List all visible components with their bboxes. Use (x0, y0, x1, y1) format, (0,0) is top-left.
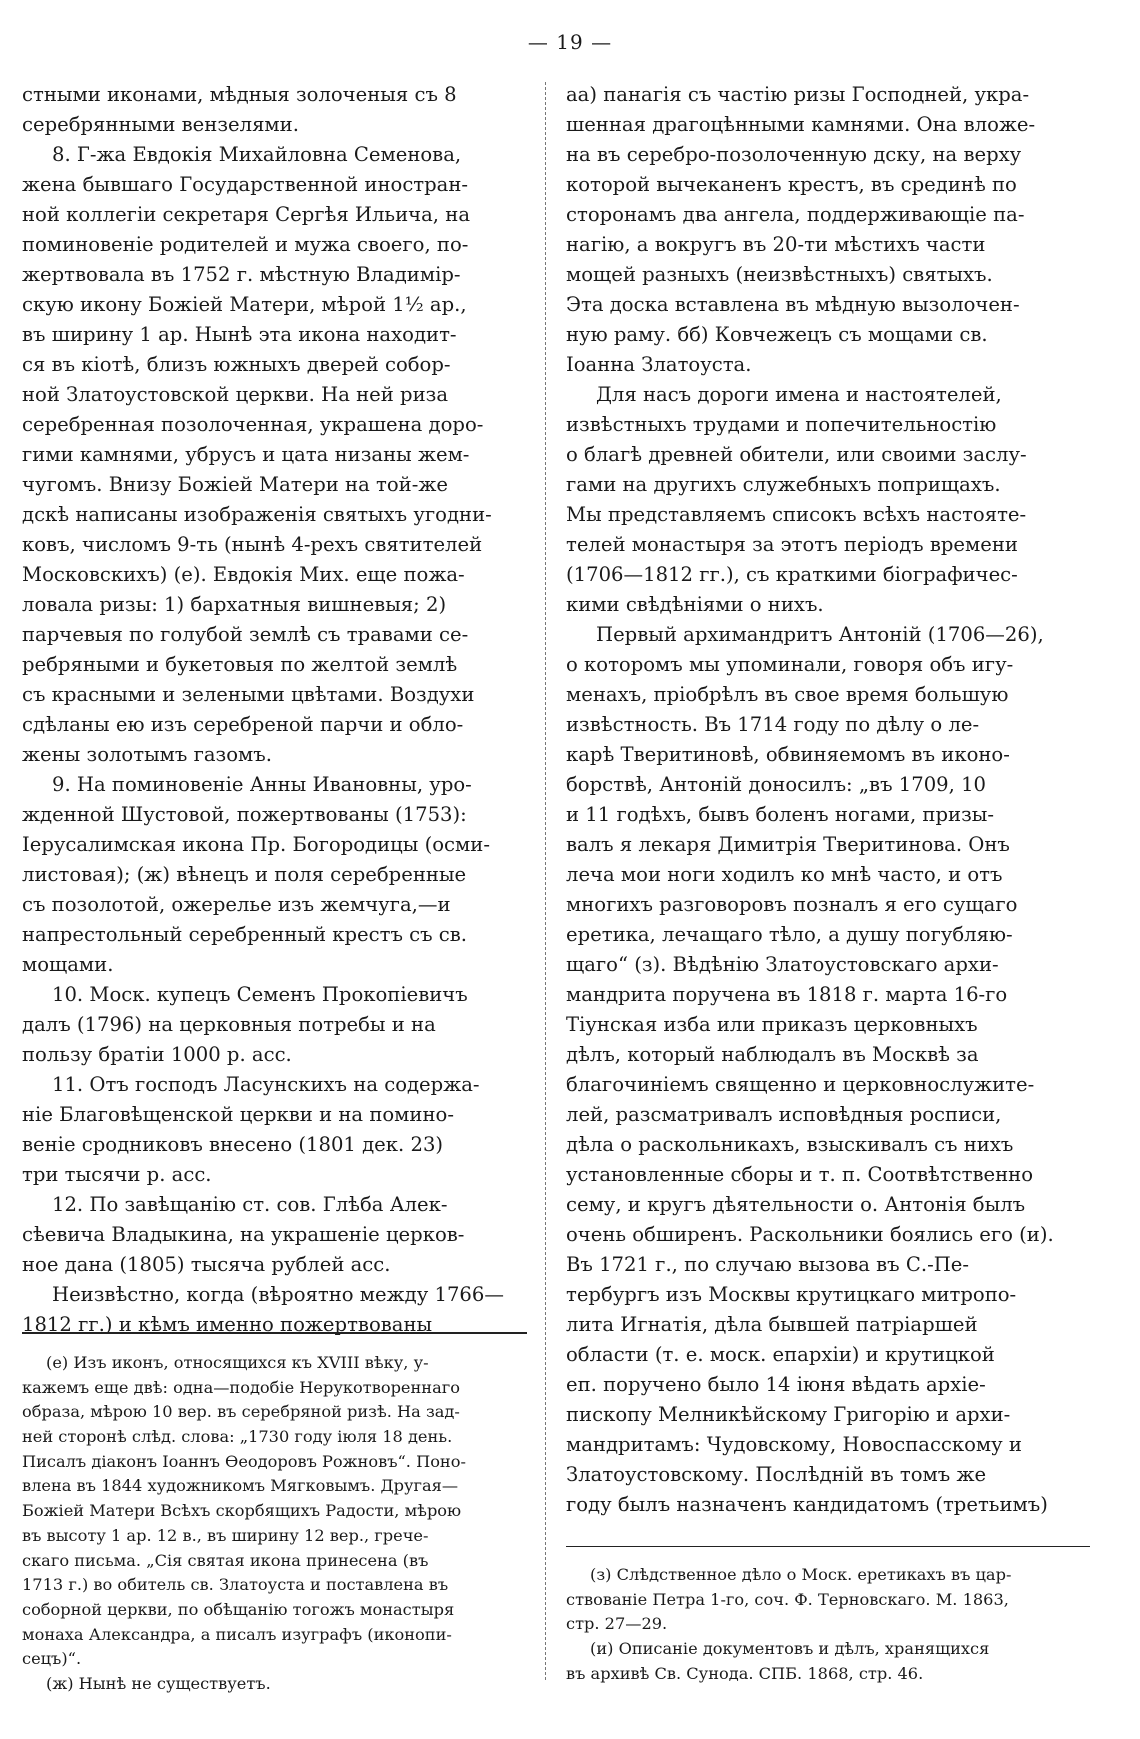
text-line: и 11 годѣхъ, бывъ боленъ ногами, призы- (566, 803, 994, 826)
footnote-line: (е) Изъ иконъ, относящихся къ XVIII вѣку, у- (46, 1353, 429, 1372)
text-line: пископу Мелникѣйскому Григорію и архи- (566, 1403, 1011, 1426)
text-line: о благѣ древней обители, или своими заслу- (566, 443, 1027, 466)
text-line: области (т. е. моск. епархіи) и крутицкой (566, 1343, 995, 1366)
footnote-line: въ архивѣ Св. Сунода. СПБ. 1868, стр. 46. (566, 1663, 924, 1683)
footnote-line: Божіей Матери Всѣхъ скорбящихъ Радости, мѣрою (22, 1501, 462, 1521)
footnote-line: скаго письма. „Сія святая икона принесена (въ (22, 1550, 429, 1570)
text-line: дѣла о раскольникахъ, взыскивалъ съ нихъ (566, 1133, 1014, 1156)
footnote-line: стр. 27—29. (566, 1614, 668, 1634)
text-line: 8. Г-жа Евдокія Михайловна Семенова, (52, 143, 462, 166)
text-line: благочиніемъ священно и церковнослужите- (566, 1073, 1035, 1096)
page-number: — 19 — (527, 30, 613, 54)
text-line: жена бывшаго Государственной иностран- (22, 173, 469, 196)
text-line: извѣстность. Въ 1714 году по дѣлу о ле- (566, 713, 980, 736)
text-line: ловала ризы: 1) бархатныя вишневыя; 2) (22, 593, 447, 616)
text-line: (1706—1812 гг.), съ краткими біографичес- (566, 563, 1018, 586)
text-line: на въ серебро-позолоченную дску, на верху (566, 143, 1022, 166)
text-line: дѣлъ, который наблюдалъ въ Москвѣ за (566, 1043, 979, 1066)
text-line: о которомъ мы упоминали, говоря объ игу- (566, 653, 1014, 676)
footnote-line: кажемъ еще двѣ: одна—подобіе Нерукотвореннаго (22, 1377, 460, 1397)
footnote-line: влена въ 1844 художникомъ Мягковымъ. Другая— (22, 1476, 459, 1496)
text-line: 12. По завѣщанію ст. сов. Глѣба Алек- (52, 1193, 448, 1216)
footnote-line: 1713 г.) во обитель св. Златоуста и поставлена въ (22, 1575, 449, 1595)
text-line: ковъ, числомъ 9-ть (нынѣ 4-рехъ святителей (22, 533, 483, 556)
text-line: еп. поручено было 14 іюня вѣдать архіе- (566, 1373, 986, 1396)
text-line: жертвовала въ 1752 г. мѣстную Владимір- (22, 263, 461, 286)
right-column (566, 80, 1090, 1520)
text-line: менахъ, пріобрѣлъ въ свое время большую (566, 683, 1009, 706)
text-line: нагію, а вокругъ въ 20-ти мѣстихъ части (566, 233, 986, 256)
text-line: телей монастыря за этотъ періодъ времени (566, 533, 1018, 556)
footnote-separator-right (566, 1546, 1090, 1547)
text-line: лей, разсматривалъ исповѣдныя росписи, (566, 1103, 1002, 1126)
text-line: серебрянными вензелями. (22, 113, 299, 136)
text-line: мандрита поручена въ 1818 г. марта 16-го (566, 983, 1008, 1006)
left-footnotes (22, 1351, 527, 1697)
footnote-line: (ж) Нынѣ не существуетъ. (46, 1673, 271, 1693)
footnote-line: (з) Слѣдственное дѣло о Моск. еретикахъ въ цар- (590, 1565, 1012, 1584)
text-line: ной коллегіи секретаря Сергѣя Ильича, на (22, 203, 470, 226)
text-line: валъ я лекаря Димитрія Тверитинова. Онъ (566, 833, 1010, 856)
right-footnotes (566, 1563, 1090, 1686)
text-line: 1812 гг.) и кѣмъ именно пожертвованы (22, 1313, 433, 1336)
text-line: пользу братіи 1000 р. асс. (22, 1043, 292, 1066)
text-line: мощами. (22, 953, 114, 976)
text-line: Мы представляемъ списокъ всѣхъ настояте- (566, 503, 1027, 526)
text-line: Іоанна Златоуста. (566, 353, 752, 376)
text-line: лита Игнатія, дѣла бывшей патріаршей (566, 1313, 978, 1336)
text-line: сему, и кругъ дѣятельности о. Антонія былъ (566, 1193, 1026, 1216)
text-line: борствѣ, Антоній доносилъ: „въ 1709, 10 (566, 773, 987, 796)
text-line: Златоустовскому. Послѣдній въ томъ же (566, 1463, 987, 1486)
text-line: ной Златоустовской церкви. На ней риза (22, 383, 449, 406)
text-line: извѣстныхъ трудами и попечительностію (566, 413, 997, 436)
text-line: ное дана (1805) тысяча рублей асс. (22, 1253, 391, 1276)
text-line: скую икону Божіей Матери, мѣрой 1½ ар., (22, 293, 467, 316)
text-line: жденной Шустовой, пожертвованы (1753): (22, 803, 467, 826)
text-line: стными иконами, мѣдныя золоченыя съ 8 (22, 83, 457, 106)
text-line: парчевыя по голубой землѣ съ травами се- (22, 623, 469, 646)
text-line: карѣ Тверитиновѣ, обвиняемомъ въ иконо- (566, 743, 1010, 766)
text-line: серебренная позолоченная, украшена доро- (22, 413, 484, 436)
text-line: году былъ назначенъ кандидатомъ (третьимъ) (566, 1493, 1048, 1516)
text-line: сторонамъ два ангела, поддерживающіе па- (566, 203, 1025, 226)
text-line: далъ (1796) на церковныя потребы и на (22, 1013, 436, 1036)
text-line: мощей разныхъ (неизвѣстныхъ) святыхъ. (566, 263, 993, 286)
text-line: Іерусалимская икона Пр. Богородицы (осми- (22, 833, 490, 856)
text-line: щаго“ (з). Вѣдѣнію Златоустовскаго архи- (566, 953, 999, 976)
text-line: кими свѣдѣніями о нихъ. (566, 593, 824, 616)
text-line: Неизвѣстно, когда (вѣроятно между 1766— (52, 1283, 504, 1306)
text-line: очень обширенъ. Раскольники боялись его (и). (566, 1223, 1054, 1246)
text-line: поминовеніе родителей и мужа своего, по- (22, 233, 469, 256)
text-line: 10. Моск. купецъ Семенъ Прокопіевичъ (52, 983, 468, 1006)
text-line: Московскихъ) (е). Евдокія Мих. еще пожа- (22, 563, 465, 586)
footnote-line: ствованіе Петра 1-го, соч. Ф. Терновскаго. М. 1863, (566, 1589, 1009, 1609)
footnote-line: ней сторонѣ слѣд. слова: „1730 году іюля 18 день. (22, 1427, 453, 1447)
text-line: ную раму. бб) Ковчежецъ съ мощами св. (566, 323, 988, 346)
text-line: чугомъ. Внизу Божіей Матери на той-же (22, 473, 448, 496)
text-line: съ позолотой, ожерелье изъ жемчуга,—и (22, 893, 451, 916)
text-line: напрестольный серебренный крестъ съ св. (22, 923, 468, 946)
footnote-line: соборной церкви, по обѣщанію тогожъ монастыря (22, 1599, 455, 1619)
text-line: листовая); (ж) вѣнецъ и поля серебренные (22, 863, 467, 886)
footnote-separator-left (22, 1332, 527, 1334)
text-line: Для насъ дороги имена и настоятелей, (596, 383, 1002, 406)
text-line: леча мои ноги ходилъ ко мнѣ часто, и отъ (566, 863, 1003, 886)
text-line: тербургъ изъ Москвы крутицкаго митропо- (566, 1283, 1017, 1306)
text-line: еретика, лечащаго тѣло, а душу погубляю- (566, 923, 1013, 946)
text-line: ся въ кіотѣ, близъ южныхъ дверей собор- (22, 353, 451, 376)
footnote-line: сецъ)“. (22, 1649, 82, 1669)
left-column (22, 80, 527, 1340)
text-line: ребряными и букетовыя по желтой землѣ (22, 653, 458, 676)
text-line: жены золотымъ газомъ. (22, 743, 272, 766)
footnote-line: образа, мѣрою 10 вер. въ серебряной ризѣ. На зад- (22, 1402, 460, 1422)
text-line: которой вычеканенъ крестъ, въ срединѣ по (566, 173, 1017, 196)
footnote-line: (и) Описаніе документовъ и дѣлъ, хранящихся (590, 1639, 990, 1659)
text-line: Въ 1721 г., по случаю вызова въ С.-Пе- (566, 1253, 970, 1276)
text-line: 9. На поминовеніе Анны Ивановны, уро- (52, 773, 472, 796)
footnote-line: монаха Александра, а писалъ изуграфъ (иконопи- (22, 1624, 452, 1644)
text-line: въ ширину 1 ар. Нынѣ эта икона находит- (22, 323, 457, 346)
text-line: Первый архимандритъ Антоній (1706—26), (596, 623, 1044, 646)
text-line: 11. Отъ господъ Ласунскихъ на содержа- (52, 1073, 480, 1096)
text-line: сѣевича Владыкина, на украшеніе церков- (22, 1223, 465, 1246)
column-divider (545, 82, 546, 1680)
text-line: дскѣ написаны изображенія святыхъ угодни- (22, 503, 492, 526)
text-line: мандритамъ: Чудовскому, Новоспасскому и (566, 1433, 1022, 1456)
text-line: гами на другихъ служебныхъ поприщахъ. (566, 473, 1001, 496)
text-line: сдѣланы ею изъ серебреной парчи и обло- (22, 713, 464, 736)
text-line: ніе Благовѣщенской церкви и на помино- (22, 1103, 454, 1126)
footnote-line: Писалъ діаконъ Іоаннъ Ѳеодоровъ Рожновъ“. Поно- (22, 1451, 466, 1471)
text-line: аа) панагія съ частію ризы Господней, укра- (566, 83, 1030, 106)
text-line: шенная драгоцѣнными камнями. Она вложе- (566, 113, 1036, 136)
text-line: Тіунская изба или приказъ церковныхъ (566, 1013, 978, 1036)
text-line: установленные сборы и т. п. Соотвѣтственно (566, 1163, 1033, 1186)
text-line: гими камнями, убрусъ и цата низаны жем- (22, 443, 470, 466)
text-line: Эта доска вставлена въ мѣдную вызолочен- (566, 293, 1020, 316)
text-line: три тысячи р. асс. (22, 1163, 212, 1186)
text-line: многихъ разговоровъ позналъ я его сущаго (566, 893, 1018, 916)
text-line: съ красными и зелеными цвѣтами. Воздухи (22, 683, 475, 706)
text-line: веніе сродниковъ внесено (1801 дек. 23) (22, 1133, 444, 1156)
footnote-line: въ высоту 1 ар. 12 в., въ ширину 12 вер., грече- (22, 1525, 429, 1545)
